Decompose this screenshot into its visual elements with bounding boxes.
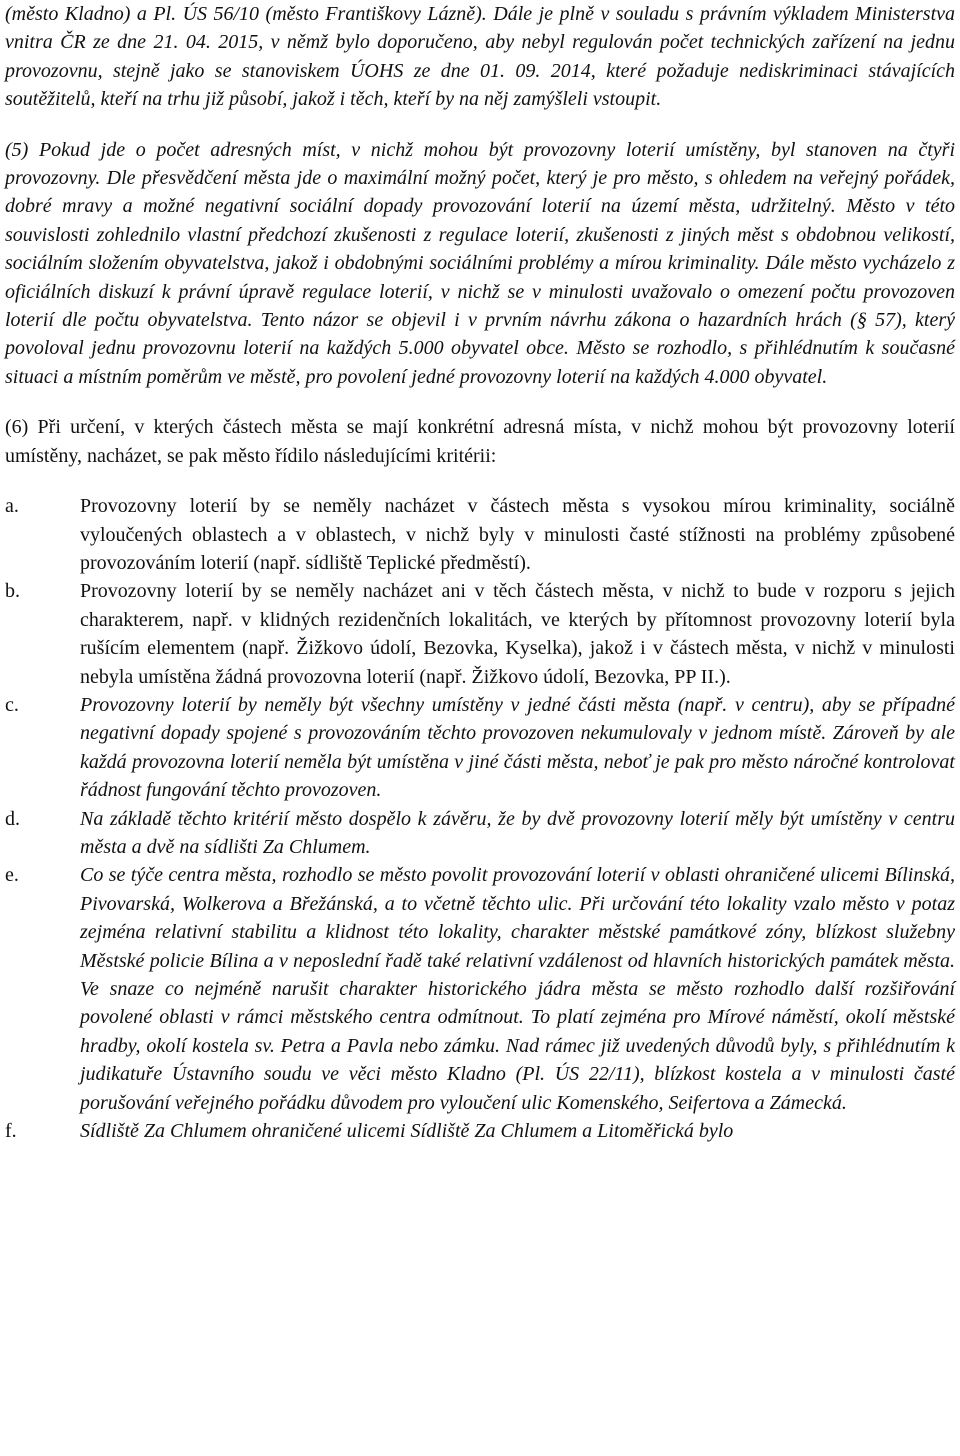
section-5-paragraph: (5) Pokud jde o počet adresných míst, v nichž mohou být provozovny loterií umístěny, byl stanoven na čtyři provozovny. Dle přesvědčení města jde o maximální možný počet, který je pro město, s ohledem na veřejný pořádek, dobré mravy a možné negativní sociální dopady provozování loterií na území města, udržitelný. Město v této souvislosti zohlednilo vlastní předchozí zkušenosti z regulace loterií, zkušenosti z jiných měst s obdobnou velikostí, sociálním složením obyvatelstva, jakož i obdobnými sociálními problémy a mírou kriminality. Dále město vycházelo z oficiálních diskuzí k právní úpravě regulace loterií, v nichž se v minulosti uvažovalo o omezení počtu provozoven loterií dle počtu obyvatelstva. Tento názor se objevil i v prvním návrhu zákona o hazardních hrách (§ 57), který povoloval jednu provozovnu loterií na každých 5.000 obyvatel obce. Město se rozhodlo, s přihlédnutím k současné situaci a místním poměrům ve městě, pro povolení jedné provozovny loterií na každých 4.000 obyvatel. xyxy=(5,138,955,388)
list-marker: e. xyxy=(5,864,19,887)
list-marker: d. xyxy=(5,807,20,830)
criteria-item-text: Provozovny loterií by se neměly nacházet v částech města s vysokou mírou kriminality, sociálně vyloučených oblastech a v oblastech, v nichž byly v minulosti časté stížnosti na problémy způsobené provozováním loterií (např. sídliště Teplické předměstí). xyxy=(80,495,955,574)
criteria-item-text: Na základě těchto kritérií město dospělo k závěru, že by dvě provozovny loterií měly být umístěny v centru města a dvě na sídlišti Za Chlumem. xyxy=(80,807,955,858)
list-marker: f. xyxy=(5,1120,17,1143)
criteria-item-c xyxy=(5,691,955,805)
criteria-item-text: Provozovny loterií by neměly být všechny umístěny v jedné části města (např. v centru), aby se případné negativní dopady spojené s provozováním těchto provozoven nekumulovaly v jednom místě. Zároveň by ale každá provozovna loterií neměla být umístěna v jiné části města, neboť je pak pro město náročné kontrolovat řádnost fungování těchto provozoven. xyxy=(80,693,955,802)
list-marker: a. xyxy=(5,495,19,518)
list-marker: c. xyxy=(5,693,19,716)
criteria-item-d xyxy=(5,805,955,862)
list-marker: b. xyxy=(5,580,20,603)
criteria-list xyxy=(5,492,955,1145)
criteria-item-e xyxy=(5,861,955,1117)
criteria-item-f xyxy=(5,1117,955,1145)
intro-paragraph: (město Kladno) a Pl. ÚS 56/10 (město Františkovy Lázně). Dále je plně v souladu s právním výkladem Ministerstva vnitra ČR ze dne 21. 04. 2015, v němž bylo doporučeno, aby nebyl regulován počet technických zařízení na jednu provozovnu, stejně jako se stanoviskem ÚOHS ze dne 01. 09. 2014, které požaduje nediskriminaci stávajících soutěžitelů, kteří na trhu již působí, jakož i těch, kteří by na něj zamýšleli vstoupit. xyxy=(5,3,955,111)
criteria-item-a xyxy=(5,492,955,577)
criteria-item-text: Co se týče centra města, rozhodlo se město povolit provozování loterií v oblasti ohraničené ulicemi Bílinská, Pivovarská, Wolkerova a Břežánská, a to včetně těchto ulic. Při určování této lokality vzalo město v potaz zejména relativní stabilitu a klidnost této lokality, charakter městské památkové zóny, blízkost služebny Městské policie Bílina a v neposlední řadě také relativní vzdálenost od hlavních historických památek města. Ve snaze co nejméně narušit charakter historického jádra města se město rozhodlo další rozšiřování povolené oblasti v rámci městského centra odmítnout. To platí zejména pro Mírové náměstí, okolí městské hradby, okolí kostela sv. Petra a Pavla nebo zámku. Nad rámec již uvedených důvodů byly, s přihlédnutím k judikatuře Ústavního soudu ve věci město Kladno (Pl. ÚS 22/11), blízkost kostela a v minulosti časté porušování veřejného pořádku důvodem pro vyloučení ulic Komenského, Seifertova a Zámecká. xyxy=(80,864,955,1114)
criteria-item-text: Sídliště Za Chlumem ohraničené ulicemi Sídliště Za Chlumem a Litoměřická bylo xyxy=(80,1120,734,1143)
section-6-paragraph: (6) Při určení, v kterých částech města se mají konkrétní adresná místa, v nichž mohou být provozovny loterií umístěny, nacházet, se pak město řídilo následujícími kritérii: xyxy=(5,416,955,467)
document-page xyxy=(5,0,955,1145)
criteria-item-b xyxy=(5,577,955,691)
criteria-item-text: Provozovny loterií by se neměly nacházet ani v těch částech města, v nichž to bude v rozporu s jejich charakterem, např. v klidných rezidenčních lokalitách, ve kterých by přítomnost provozovny loterií byla rušícím elementem (např. Žižkovo údolí, Bezovka, Kyselka), jakož i v částech města, v nichž v minulosti nebyla umístěna žádná provozovna loterií (např. Žižkovo údolí, Bezovka, PP II.). xyxy=(80,580,955,688)
